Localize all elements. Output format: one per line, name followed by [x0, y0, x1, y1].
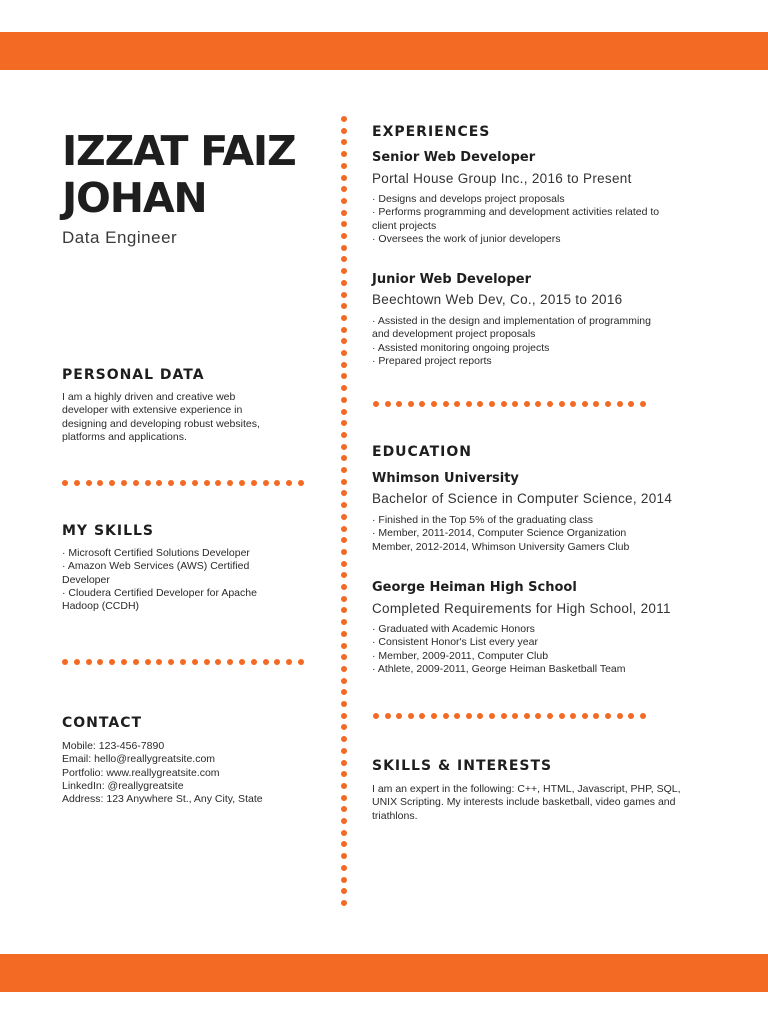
divider-dot	[341, 280, 347, 286]
divider-dot	[617, 713, 623, 719]
divider-dot	[341, 748, 347, 754]
divider-dot	[341, 163, 347, 169]
divider-dot	[617, 401, 623, 407]
divider-dot	[251, 659, 257, 665]
text-line: developer with extensive experience in	[62, 404, 243, 417]
experiences-heading: EXPERIENCES	[372, 124, 491, 140]
divider-dot	[109, 659, 115, 665]
divider-dot	[341, 116, 347, 122]
list-item: · Assisted monitoring ongoing projects	[372, 341, 550, 354]
divider-dot	[341, 877, 347, 883]
top-accent-bar	[0, 32, 768, 70]
divider-dot	[86, 480, 92, 486]
divider-dot	[385, 401, 391, 407]
job-company: Beechtown Web Dev, Co., 2015 to 2016	[372, 292, 623, 307]
divider-dot	[408, 713, 414, 719]
contact-portfolio: Portfolio: www.reallygreatsite.com	[62, 766, 220, 779]
divider-dot	[341, 795, 347, 801]
divider-dot	[298, 480, 304, 486]
divider-dot	[341, 221, 347, 227]
list-item: · Cloudera Certified Developer for Apache	[62, 586, 257, 599]
divider-dot	[593, 401, 599, 407]
divider-dot	[168, 480, 174, 486]
divider-dot	[640, 401, 646, 407]
divider-dot	[341, 139, 347, 145]
school-degree: Completed Requirements for High School, 2011	[372, 601, 671, 616]
job-role: Data Engineer	[62, 228, 178, 247]
school-name: Whimson University	[372, 471, 519, 486]
divider-dot	[489, 401, 495, 407]
divider-dot	[373, 401, 379, 407]
divider-dot	[341, 853, 347, 859]
text-line: UNIX Scripting. My interests include basketball, video games and	[372, 796, 676, 809]
contact-mobile: Mobile: 123-456-7890	[62, 740, 165, 752]
divider-dot	[133, 659, 139, 665]
divider-dot	[341, 643, 347, 649]
divider-dot	[341, 186, 347, 192]
divider-dot	[341, 455, 347, 461]
divider-dot	[133, 480, 139, 486]
divider-dot	[341, 713, 347, 719]
skills-list	[62, 547, 312, 613]
divider-dot	[628, 401, 634, 407]
list-item: Hadoop (CCDH)	[62, 600, 140, 613]
list-item: Member, 2012-2014, Whimson University Gamers Club	[372, 540, 630, 553]
divider-dot	[373, 713, 379, 719]
list-item: client projects	[372, 219, 437, 232]
divider-dot	[489, 713, 495, 719]
divider-dot	[274, 659, 280, 665]
divider-dot	[341, 479, 347, 485]
job-bullets	[372, 315, 717, 368]
divider-dot	[454, 713, 460, 719]
divider-dot	[62, 480, 68, 486]
contact-linkedin: LinkedIn: @reallygreatsite	[62, 779, 184, 792]
divider-dot	[477, 401, 483, 407]
divider-dot	[341, 526, 347, 532]
text-line: triathlons.	[372, 809, 418, 822]
text-line: I am an expert in the following: C++, HTML, Javascript, PHP, SQL,	[372, 783, 681, 795]
divider-dot	[62, 659, 68, 665]
divider-dot	[286, 659, 292, 665]
school-degree: Bachelor of Science in Computer Science, 2014	[372, 491, 673, 506]
divider-dot	[341, 619, 347, 625]
list-item: and development project proposals	[372, 328, 536, 341]
divider-dot	[239, 659, 245, 665]
divider-dot	[341, 362, 347, 368]
divider-dot	[204, 659, 210, 665]
divider-dot	[593, 713, 599, 719]
list-item: · Athlete, 2009-2011, George Heiman Basketball Team	[372, 662, 626, 675]
divider-dot	[559, 713, 565, 719]
divider-dot	[396, 401, 402, 407]
divider-dot	[341, 654, 347, 660]
divider-dot	[524, 401, 530, 407]
divider-dot	[341, 327, 347, 333]
list-item: Developer	[62, 573, 110, 586]
list-item: · Designs and develops project proposals	[372, 193, 565, 205]
divider-dot	[168, 659, 174, 665]
list-item: · Graduated with Academic Honors	[372, 623, 535, 635]
divider-dot	[251, 480, 257, 486]
school-bullets	[372, 623, 717, 676]
divider-dot	[145, 480, 151, 486]
education-heading: EDUCATION	[372, 444, 472, 460]
divider-dot	[477, 713, 483, 719]
divider-dot	[341, 760, 347, 766]
divider-dot	[341, 584, 347, 590]
contact-address: Address: 123 Anywhere St., Any City, State	[62, 793, 263, 806]
divider-dot	[431, 401, 437, 407]
divider-dot	[501, 401, 507, 407]
divider-dot	[341, 373, 347, 379]
divider-dot	[239, 480, 245, 486]
divider-dot	[341, 303, 347, 309]
divider-dot	[628, 713, 634, 719]
divider-dot	[419, 713, 425, 719]
divider-dot	[286, 480, 292, 486]
contact-heading: CONTACT	[62, 715, 143, 731]
skills-interests-heading: SKILLS & INTERESTS	[372, 758, 553, 774]
divider-dot	[341, 444, 347, 450]
divider-dot	[341, 175, 347, 181]
divider-dot	[605, 401, 611, 407]
divider-dot	[341, 736, 347, 742]
text-line: I am a highly driven and creative web	[62, 391, 236, 403]
divider-dot	[341, 233, 347, 239]
divider-dot	[341, 256, 347, 262]
divider-dot	[341, 631, 347, 637]
divider-dot	[454, 401, 460, 407]
divider-dot	[341, 292, 347, 298]
divider-dot	[341, 572, 347, 578]
resume-name	[62, 128, 296, 222]
divider-dot	[535, 713, 541, 719]
divider-dot	[263, 659, 269, 665]
divider-dot	[466, 401, 472, 407]
divider-dot	[341, 607, 347, 613]
divider-dot	[341, 338, 347, 344]
divider-dot	[605, 713, 611, 719]
list-item: · Finished in the Top 5% of the graduating class	[372, 514, 594, 526]
divider-dot	[341, 678, 347, 684]
divider-dot	[341, 806, 347, 812]
divider-dot	[341, 409, 347, 415]
divider-dot	[341, 771, 347, 777]
divider-dot	[109, 480, 115, 486]
text-line: platforms and applications.	[62, 430, 187, 443]
divider-dot	[640, 713, 646, 719]
divider-dot	[192, 480, 198, 486]
divider-dot	[274, 480, 280, 486]
divider-dot	[341, 549, 347, 555]
divider-dot	[547, 401, 553, 407]
name-line-1: IZZAT FAIZ	[62, 127, 296, 175]
divider-dot	[341, 666, 347, 672]
divider-dot	[396, 713, 402, 719]
divider-dot	[341, 198, 347, 204]
divider-dot	[227, 480, 233, 486]
personal-data-heading: PERSONAL DATA	[62, 367, 205, 383]
school-name: George Heiman High School	[372, 580, 577, 595]
divider-dot	[512, 713, 518, 719]
divider-dot	[180, 480, 186, 486]
divider-dot	[97, 659, 103, 665]
divider-dot	[86, 659, 92, 665]
list-item: · Assisted in the design and implementation of programming	[372, 315, 651, 327]
divider-dot	[341, 432, 347, 438]
contact-email: Email: hello@reallygreatsite.com	[62, 753, 216, 766]
divider-dot	[535, 401, 541, 407]
divider-dot	[341, 514, 347, 520]
list-item: · Member, 2009-2011, Computer Club	[372, 649, 549, 662]
divider-dot	[443, 713, 449, 719]
list-item: · Performs programming and development activities related to	[372, 206, 660, 219]
divider-dot	[341, 385, 347, 391]
divider-dot	[512, 401, 518, 407]
divider-dot	[559, 401, 565, 407]
divider-dot	[341, 818, 347, 824]
list-item: · Microsoft Certified Solutions Developer	[62, 547, 250, 559]
divider-dot	[341, 888, 347, 894]
divider-dot	[341, 151, 347, 157]
divider-dot	[298, 659, 304, 665]
job-bullets	[372, 193, 717, 246]
divider-dot	[501, 713, 507, 719]
divider-dot	[156, 659, 162, 665]
divider-dot	[341, 315, 347, 321]
text-line: designing and developing robust websites,	[62, 417, 260, 430]
divider-dot	[341, 490, 347, 496]
divider-dot	[341, 724, 347, 730]
divider-dot	[341, 467, 347, 473]
divider-dot	[341, 596, 347, 602]
divider-dot	[341, 865, 347, 871]
divider-dot	[466, 713, 472, 719]
skills-interests-text	[372, 783, 732, 823]
divider-dot	[341, 841, 347, 847]
divider-dot	[419, 401, 425, 407]
divider-dot	[341, 701, 347, 707]
divider-dot	[570, 401, 576, 407]
list-item: · Oversees the work of junior developers	[372, 232, 561, 245]
personal-data-text	[62, 391, 312, 444]
list-item: · Consistent Honor's List every year	[372, 636, 538, 649]
divider-dot	[341, 210, 347, 216]
divider-dot	[121, 480, 127, 486]
list-item: · Member, 2011-2014, Computer Science Organization	[372, 527, 627, 540]
divider-dot	[547, 713, 553, 719]
divider-dot	[582, 401, 588, 407]
divider-dot	[74, 659, 80, 665]
job-title: Junior Web Developer	[372, 272, 532, 287]
divider-dot	[582, 713, 588, 719]
divider-dot	[341, 900, 347, 906]
divider-dot	[341, 397, 347, 403]
divider-dot	[180, 659, 186, 665]
bottom-accent-bar	[0, 954, 768, 992]
divider-dot	[341, 783, 347, 789]
job-company: Portal House Group Inc., 2016 to Present	[372, 171, 632, 186]
divider-dot	[341, 689, 347, 695]
divider-dot	[215, 480, 221, 486]
skills-heading: MY SKILLS	[62, 523, 155, 539]
divider-dot	[215, 659, 221, 665]
divider-dot	[408, 401, 414, 407]
divider-dot	[341, 420, 347, 426]
divider-dot	[192, 659, 198, 665]
divider-dot	[156, 480, 162, 486]
divider-dot	[570, 713, 576, 719]
divider-dot	[341, 537, 347, 543]
divider-dot	[443, 401, 449, 407]
divider-dot	[385, 713, 391, 719]
divider-dot	[227, 659, 233, 665]
divider-dot	[524, 713, 530, 719]
divider-dot	[341, 268, 347, 274]
divider-dot	[341, 245, 347, 251]
divider-dot	[145, 659, 151, 665]
list-item: · Amazon Web Services (AWS) Certified	[62, 560, 250, 573]
name-line-2: JOHAN	[62, 174, 207, 222]
divider-dot	[341, 502, 347, 508]
divider-dot	[341, 128, 347, 134]
list-item: · Prepared project reports	[372, 354, 492, 367]
divider-dot	[74, 480, 80, 486]
divider-dot	[97, 480, 103, 486]
job-title: Senior Web Developer	[372, 150, 536, 165]
divider-dot	[263, 480, 269, 486]
divider-dot	[431, 713, 437, 719]
divider-dot	[121, 659, 127, 665]
contact-list	[62, 740, 322, 806]
divider-dot	[204, 480, 210, 486]
divider-dot	[341, 561, 347, 567]
divider-dot	[341, 350, 347, 356]
divider-dot	[341, 830, 347, 836]
school-bullets	[372, 514, 717, 554]
